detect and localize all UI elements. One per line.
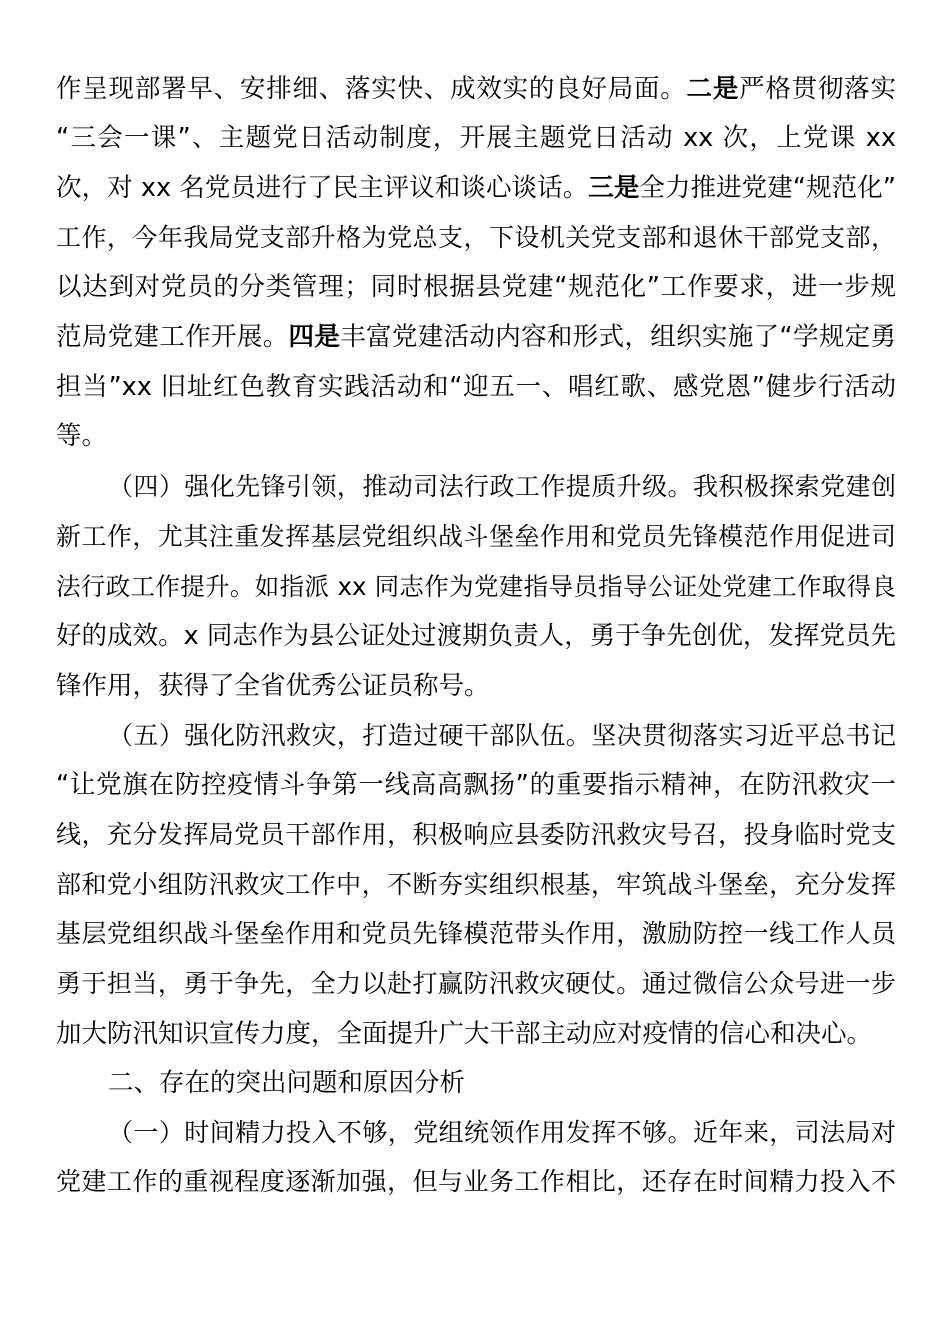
ordinal-bold: 三是 (588, 173, 640, 203)
p1-line-7: 担当”xx 旧址红色教育实践活动和“迎五一、唱红歌、感党恩”健步行活动 (56, 372, 896, 402)
p1-line-8: 等。 (56, 421, 108, 451)
p3-line-7: 加大防汛知识宣传力度，全面提升广大干部主动应对疫情的信心和决心。 (56, 1019, 873, 1049)
p2-line-2: 新工作，尤其注重发挥基层党组织战斗堡垒作用和党员先锋模范作用促进司 (56, 522, 896, 551)
p2-line-5: 锋作用，获得了全省优秀公证员称号。 (56, 671, 490, 701)
p2-line-4: 好的成效。x 同志作为县公证处过渡期负责人，勇于争先创优，发挥党员先 (56, 621, 896, 651)
text-run: 次，对 xx 名党员进行了民主评议和谈心谈话。 (56, 173, 589, 203)
p1-line-1 (56, 72, 896, 106)
p1-line-2: “三会一课”、主题党日活动制度，开展主题党日活动 xx 次，上党课 xx (56, 123, 896, 153)
p3-line-6: 勇于担当，勇于争先，全力以赴打赢防汛救灾硬仗。通过微信公众号进一步 (56, 969, 896, 998)
p3-line-5: 基层党组织战斗堡垒作用和党员先锋模范带头作用，激励防控一线工作人员 (56, 919, 896, 948)
ordinal-bold: 四是 (288, 322, 341, 352)
p3-line-1: （五）强化防汛救灾，打造过硬干部队伍。坚决贯彻落实习近平总书记 (108, 721, 896, 750)
p2-line-3: 法行政工作提升。如指派 xx 同志作为党建指导员指导公证处党建工作取得良 (56, 572, 896, 601)
p3-line-4: 部和党小组防汛救灾工作中，不断夯实组织根基，牢筑战斗堡垒，充分发挥 (56, 870, 896, 899)
p1-line-3 (56, 171, 896, 205)
text-run: 严格贯彻落实 (739, 74, 896, 104)
text-run: 作呈现部署早、安排细、落实快、成效实的良好局面。 (56, 74, 687, 104)
text-run: 丰富党建活动内容和形式，组织实施了“学规定勇 (340, 322, 896, 352)
p4-line-1: （一）时间精力投入不够，党组统领作用发挥不够。近年来，司法局对 (108, 1118, 896, 1147)
p3-line-2: “让党旗在防控疫情斗争第一线高高飘扬”的重要指示精神，在防汛救灾一 (56, 770, 896, 800)
p2-line-1: （四）强化先锋引领，推动司法行政工作提质升级。我积极探索党建创 (108, 472, 896, 501)
p1-line-4: 工作，今年我局党支部升格为党总支，下设机关党支部和退休干部党支部， (56, 223, 896, 252)
p1-line-5: 以达到对党员的分类管理；同时根据县党建“规范化”工作要求，进一步规 (56, 272, 896, 302)
text-run: 范局党建工作开展。 (56, 322, 289, 352)
section-heading: 二、存在的突出问题和原因分析 (108, 1068, 466, 1098)
p3-line-3: 线，充分发挥局党员干部作用，积极响应县委防汛救灾号召，投身临时党支 (56, 820, 896, 849)
p4-line-2: 党建工作的重视程度逐渐加强，但与业务工作相比，还存在时间精力投入不 (56, 1167, 896, 1196)
p1-line-6 (56, 320, 896, 354)
ordinal-bold: 二是 (686, 74, 740, 104)
text-run: 全力推进党建“规范化” (639, 173, 896, 203)
